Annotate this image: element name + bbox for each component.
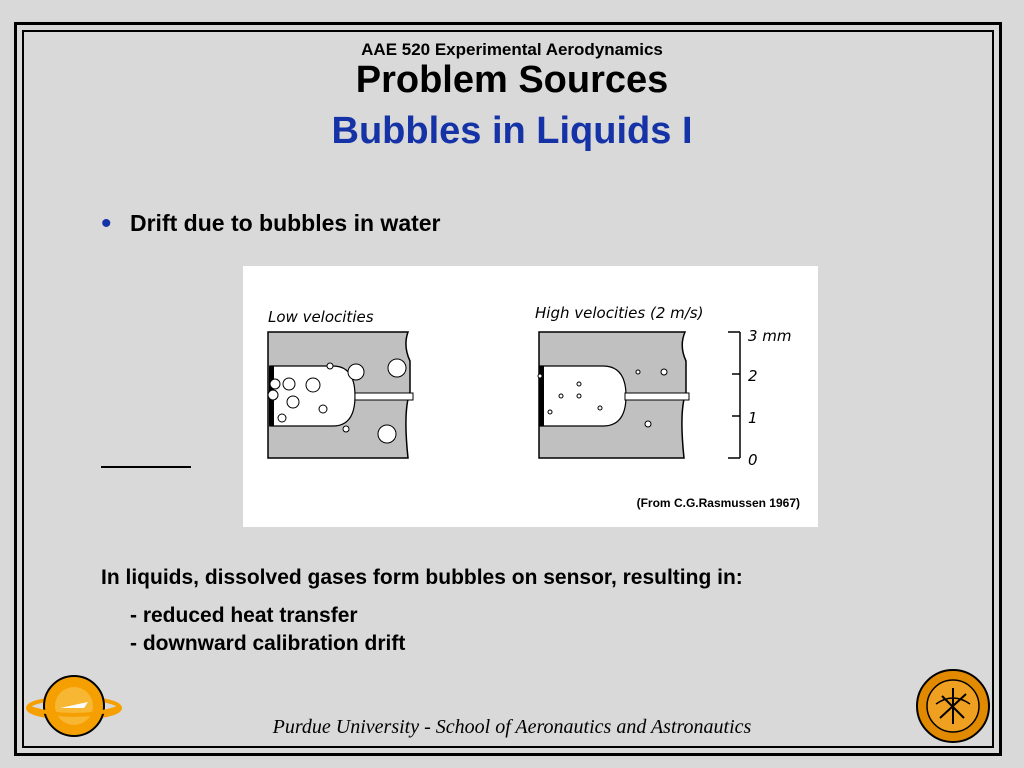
aeronautics-logo [26,668,122,751]
figure-caption: (From C.G.Rasmussen 1967) [636,496,800,510]
bullet-text: Drift due to bubbles in water [130,210,441,236]
body-item-calibration-drift: - downward calibration drift [130,632,406,655]
label-high-velocities: High velocities (2 m/s) [535,304,704,322]
low-velocity-probe [268,332,413,458]
course-title: AAE 520 Experimental Aerodynamics [361,40,663,59]
slide-subtitle: Bubbles in Liquids I [331,110,693,152]
purdue-university-seal [912,668,994,751]
bullet-icon: • [101,207,112,240]
body-intro: In liquids, dissolved gases form bubbles on sensor, resulting in: [101,566,743,589]
scale-bar [728,332,740,458]
blank-underline [101,466,191,468]
bubbles-diagram [243,266,818,527]
slide-title: Problem Sources [355,59,669,101]
scale-tick-2: 2 [748,367,758,385]
footer-text: Purdue University - School of Aeronautics and Astronautics [272,716,752,738]
label-low-velocities: Low velocities [268,308,374,326]
bubbles-figure [243,266,818,527]
scale-tick-1: 1 [748,409,758,427]
high-velocity-probe [538,332,689,458]
scale-tick-0: 0 [748,451,758,469]
scale-tick-3mm: 3 mm [748,327,792,345]
body-item-heat-transfer: - reduced heat transfer [130,604,358,627]
